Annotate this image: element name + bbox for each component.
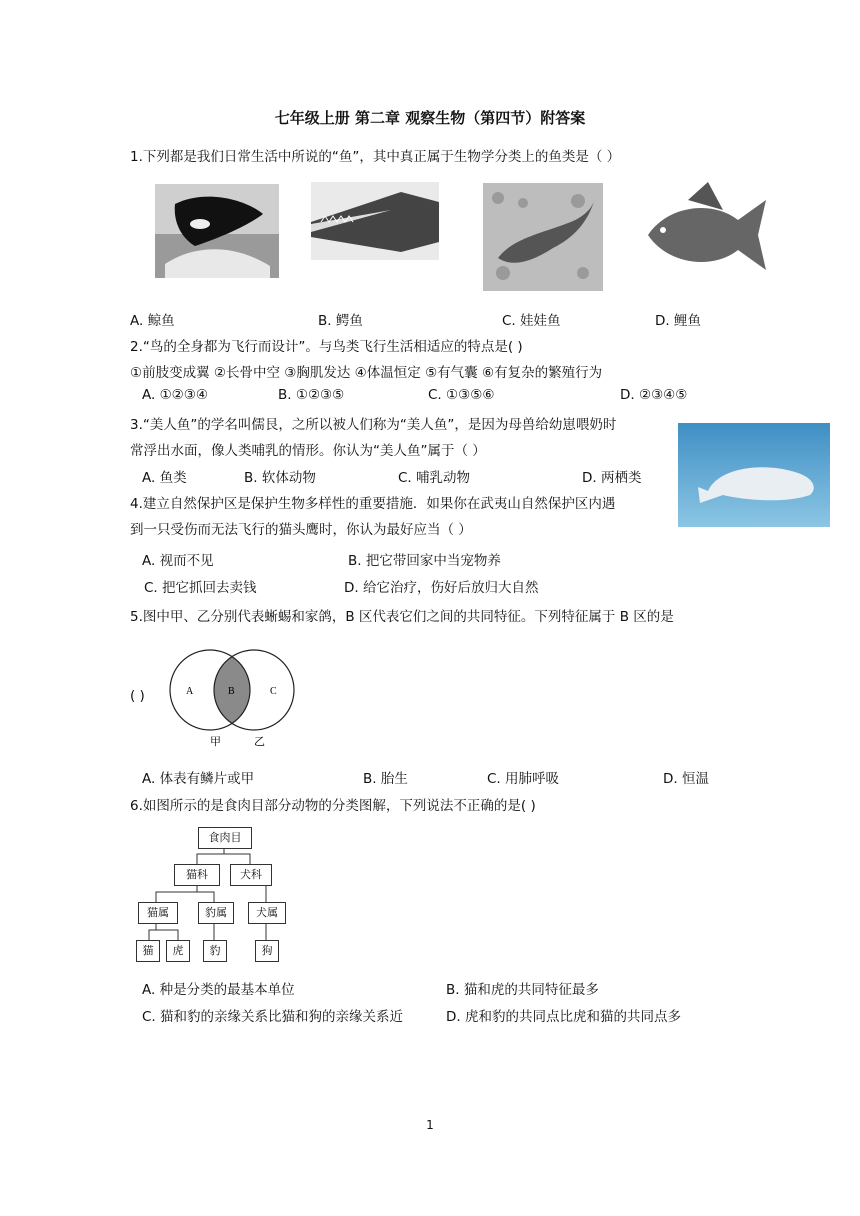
- question-1-stem: 1.下列都是我们日常生活中所说的“鱼”，其中真正属于生物学分类上的鱼类是（ ）: [130, 149, 621, 165]
- q3-option-b: B. 软体动物: [244, 470, 316, 486]
- q5-option-c: C. 用肺呼吸: [487, 771, 560, 787]
- q4-option-a: A. 视而不见: [142, 553, 214, 569]
- q5-option-b: B. 胎生: [363, 771, 408, 787]
- q3-option-c: C. 哺乳动物: [398, 470, 471, 486]
- q2-option-d: D. ②③④⑤: [620, 387, 688, 403]
- q1-option-b: B. 鳄鱼: [318, 313, 363, 329]
- q4-option-d: D. 给它治疗，伤好后放归大自然: [344, 580, 539, 596]
- question-6-stem: 6.如图所示的是食肉目部分动物的分类图解，下列说法不正确的是( ): [130, 798, 536, 814]
- page-number: 1: [426, 1118, 434, 1132]
- q4-option-c: C. 把它抓回去卖钱: [144, 580, 257, 596]
- venn-label-b: B: [228, 686, 235, 697]
- q6-option-a: A. 种是分类的最基本单位: [142, 982, 295, 998]
- q6-option-b: B. 猫和虎的共同特征最多: [446, 982, 599, 998]
- q2-option-c: C. ①③⑤⑥: [428, 387, 495, 403]
- q5-option-a: A. 体表有鳞片或甲: [142, 771, 255, 787]
- tree-node-leopard: 豹: [203, 940, 227, 962]
- crocodile-image: [311, 182, 439, 260]
- question-2-stem: 2.“鸟的全身都为飞行而设计”。与鸟类飞行生活相适应的特点是( ): [130, 339, 523, 355]
- q6-option-c: C. 猫和豹的亲缘关系比猫和狗的亲缘关系近: [142, 1009, 404, 1025]
- tree-node-order: 食肉目: [198, 827, 252, 849]
- question-4-stem-line1: 4.建立自然保护区是保护生物多样性的重要措施．如果你在武夷山自然保护区内遇: [130, 496, 616, 512]
- question-3-stem-line1: 3.“美人鱼”的学名叫儒艮，之所以被人们称为“美人鱼”，是因为母兽给幼崽喂奶时: [130, 417, 617, 433]
- q1-option-d: D. 鲤鱼: [655, 313, 701, 329]
- page-title: 七年级上册 第二章 观察生物（第四节）附答案: [274, 109, 586, 127]
- giant-salamander-image: [483, 183, 603, 291]
- q2-option-a: A. ①②③④: [142, 387, 208, 403]
- tree-node-canis: 犬属: [248, 902, 286, 924]
- venn-label-c: C: [270, 686, 277, 697]
- tree-node-canidae: 犬科: [230, 864, 272, 886]
- tree-node-felis: 猫属: [138, 902, 178, 924]
- venn-label-yi: 乙: [254, 735, 265, 748]
- q1-option-c: C. 娃娃鱼: [502, 313, 561, 329]
- q6-option-d: D. 虎和豹的共同点比虎和猫的共同点多: [446, 1009, 681, 1025]
- q3-option-a: A. 鱼类: [142, 470, 187, 486]
- tree-node-cat: 猫: [136, 940, 160, 962]
- question-4-stem-line2: 到一只受伤而无法飞行的猫头鹰时，你认为最好应当（ ）: [130, 522, 472, 538]
- orca-image: [155, 184, 279, 278]
- tree-node-tiger: 虎: [166, 940, 190, 962]
- tree-node-panthera: 豹属: [198, 902, 234, 924]
- question-5-paren: ( ): [130, 688, 145, 704]
- q4-option-b: B. 把它带回家中当宠物养: [348, 553, 501, 569]
- venn-label-a: A: [186, 686, 194, 697]
- q3-option-d: D. 两栖类: [582, 470, 642, 486]
- question-2-features: ①前肢变成翼 ②长骨中空 ③胸肌发达 ④体温恒定 ⑤有气囊 ⑥有复杂的繁殖行为: [130, 365, 603, 381]
- question-5-stem: 5.图中甲、乙分别代表蜥蜴和家鸽，B 区代表它们之间的共同特征。下列特征属于 B 区的是: [130, 609, 674, 625]
- dugong-image: [678, 423, 830, 527]
- venn-diagram: [166, 645, 298, 749]
- venn-label-jia: 甲: [210, 735, 221, 748]
- question-3-stem-line2: 常浮出水面，像人类哺乳的情形。你认为“美人鱼”属于（ ）: [130, 443, 486, 459]
- tree-node-dog: 狗: [255, 940, 279, 962]
- carp-image: [638, 180, 768, 288]
- tree-node-felidae: 猫科: [174, 864, 220, 886]
- q5-option-d: D. 恒温: [663, 771, 709, 787]
- classification-tree: [136, 824, 300, 964]
- q1-option-a: A. 鲸鱼: [130, 313, 175, 329]
- q2-option-b: B. ①②③⑤: [278, 387, 345, 403]
